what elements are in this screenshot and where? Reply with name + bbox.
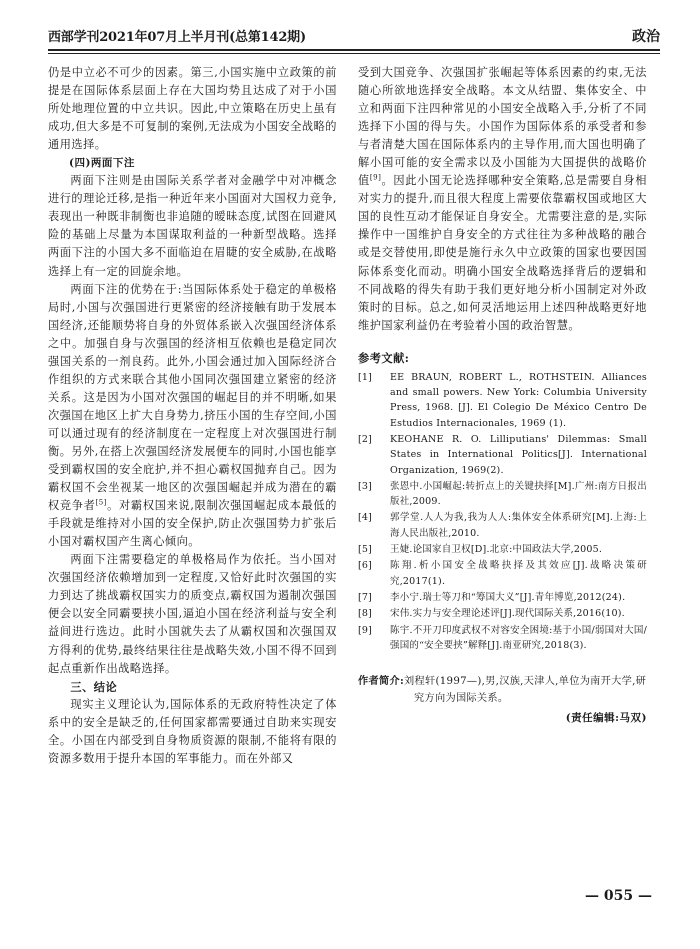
reference-text: 王婕.论国家自卫权[D].北京:中国政法大学,2005. bbox=[390, 544, 603, 556]
section-heading: 三、结论 bbox=[70, 679, 118, 694]
reference-number: [8] bbox=[358, 608, 373, 620]
paragraph: 两面下注则是由国际关系学者对金融学中对冲概念进行的理论迁移,是指一种近年来小国面对大国权力竞争,表现出一种既非制衡也非追随的暧昧态度,试图在回避风险的基础上尽量为本国谋取利益的一种新型战略。选择两面下注的小国大多不面临迫在眉睫的安全威胁,在战略选择上有一定的回旋余地。 bbox=[48, 174, 337, 278]
reference-item bbox=[358, 370, 647, 431]
journal-title: 西部学刊2021年07月上半月刊(总第142期) bbox=[48, 30, 306, 45]
reference-item bbox=[358, 479, 647, 510]
page-header bbox=[48, 26, 660, 46]
reference-text: 郭学堂.人人为我,我为人人:集体安全体系研究[M].上海:上海人民出版社,2010. bbox=[390, 512, 647, 539]
reference-text: 张恩中.小国崛起:转折点上的关键抉择[M].广州:南方日报出版社,2009. bbox=[390, 480, 647, 508]
reference-text: 宋伟.实力与安全理论述评[J].现代国际关系,2016(10). bbox=[390, 608, 625, 620]
reference-item bbox=[358, 558, 647, 589]
reference-text: 陈宇.不开刀印度武权不对容安全困境:基于小国/弱国对大国/强国的“安全要挟”解释[J].南亚研究,2018(3). bbox=[390, 624, 647, 651]
paragraph: 仍是中立必不可少的因素。第三,小国实施中立政策的前提是在国际体系层面上存在大国均势且达成了对于小国所处地理位置的中立共识。因此,中立策略在历史上虽有成功,但大多是不可复制的案例,无法成为小国安全战略的通用选择。 bbox=[48, 66, 337, 152]
reference-number: [9] bbox=[358, 624, 373, 636]
paragraph-text: 两面下注的优势在于:当国际体系处于稳定的单极格局时,小国与次强国进行更紧密的经济接触有助于发展本国经济,还能顺势将自身的外贸体系嵌入次强国经济体系之中。加强自身与次强国的经济相互依赖也是稳定同次强国关系的一剂良药。此外,小国会通过加入国际经济合作组织的方式来联合其他小国同次强国建立紧密的经济关系。这是因为小国对次强国的崛起目的并不明晰,如果次强国在地区上扩大自身势力,挤压小国的生存空间,小国可以通过现有的经济制度在一定程度上对次强国进行制衡。另外,在搭上次强国经济发展便车的同时,小国也能享受到霸权国的安全庇护,并不担心霸权国抛弃自己。因为霸权国不会坐视某一地区的次强国崛起并成为潜在的霸权竞争者 bbox=[48, 282, 337, 513]
reference-number: [6] bbox=[358, 560, 373, 572]
reference-item bbox=[358, 432, 647, 478]
citation: [5] bbox=[95, 498, 107, 507]
paragraph bbox=[358, 64, 647, 335]
paragraph bbox=[48, 281, 337, 552]
reference-item bbox=[358, 590, 647, 605]
citation: [9] bbox=[369, 173, 382, 182]
editor-credit: (责任编辑:马双) bbox=[565, 712, 647, 725]
reference-item bbox=[358, 542, 647, 557]
reference-item bbox=[358, 606, 647, 621]
right-column bbox=[358, 64, 647, 727]
reference-item bbox=[358, 510, 647, 541]
references-heading: 参考文献: bbox=[358, 350, 410, 365]
paragraph: 现实主义理论认为,国际体系的无政府特性决定了体系中的安全是缺乏的,任何国家都需要通过自助来实现安全。小国在内部受到自身物质资源的限制,不能将有限的资源多数用于提升本国的军事能力。而在外部又 bbox=[48, 697, 337, 765]
reference-text: 李小宁.瑞士等刀和“筹国大义”[J].青年博览,2012(24). bbox=[390, 591, 626, 603]
reference-number: [5] bbox=[358, 544, 373, 556]
reference-number: [7] bbox=[358, 591, 373, 603]
reference-number: [2] bbox=[358, 433, 373, 445]
reference-item bbox=[358, 623, 647, 654]
paragraph: 两面下注需要稳定的单极格局作为依托。当小国对次强国经济依赖增加到一定程度,又恰好此时次强国的实力到达了挑战霸权国实力的质变点,霸权国为遏制次强国便会以安全同霸要挟小国,逼迫小国在经济利益与安全利益间进行选边。此时小国就失去了从霸权国和次强国双方得利的优势,最终结果往往是战略失效,小国不得不回到起点重新作出战略选择。 bbox=[48, 553, 337, 675]
paragraph-text: 。对霸权国来说,限制次强国崛起成本最低的手段就是维持对小国的安全保护,防止次强国势力扩张后小国对霸权国产生离心倾向。 bbox=[48, 499, 337, 549]
author-label: 作者简介: bbox=[358, 675, 405, 688]
reference-text: KEOHANE R. O. Lilliputians' Dilemmas: Small States in International Politics[J]. International Organization, 1969(2). bbox=[390, 433, 647, 476]
left-column bbox=[48, 64, 337, 768]
author-text: 刘程轩(1997—),男,汉族,天津人,单位为南开大学,研究方向为国际关系。 bbox=[404, 676, 647, 705]
header-rule bbox=[48, 49, 660, 51]
paragraph-text: 。因此小国无论选择哪种安全策略,总是需要自身相对实力的提升,而且很大程度上需要依靠霸权国或地区大国的良性互动才能保证自身安全。尤需要注意的是,实际操作中一国维护自身安全的方式往往为多种战略的融合或是交替使用,即使是施行永久中立政策的国家也要因国际体系变化而动。明确小国安全战略选择背后的逻辑和不同战略的得失有助于我们更好地分析小国制定对外政策时的目标。总之,如何灵活地运用上述四种战略更好地维护国家利益仍在考验着小国的政治智慧。 bbox=[358, 174, 647, 332]
section-label: 政治 bbox=[632, 29, 660, 45]
reference-number: [3] bbox=[358, 480, 373, 492]
reference-number: [4] bbox=[358, 512, 373, 524]
author-bio bbox=[358, 673, 647, 707]
paragraph-text: 受到大国竞争、次强国扩张崛起等体系因素的约束,无法随心所欲地选择安全战略。本文从结盟、集体安全、中立和两面下注四种常见的小国安全战略入手,分析了不同选择下小国的得与失。小国作为国际体系的承受者和参与者清楚大国在国际体系内的主导作用,而大国也明确了解小国可能的安全需求以及小国能为大国提供的战略价值 bbox=[358, 66, 647, 188]
subsection-heading: (四)两面下注 bbox=[69, 157, 135, 170]
reference-text: EE BRAUN, ROBERT L., ROTHSTEIN. Alliances and small powers. New York: Columbia University Press, 1968. [J]. El Colegio De México Centro De Estudios Internacionales, 1969 (1). bbox=[390, 371, 647, 429]
reference-list bbox=[358, 370, 647, 653]
reference-text: 陈翔.析小国安全战略抉择及其效应[J].战略决策研究,2017(1). bbox=[390, 560, 647, 587]
header-rule-thin bbox=[48, 53, 660, 54]
reference-number: [1] bbox=[358, 371, 373, 383]
page-number: — 055 — bbox=[585, 888, 652, 904]
